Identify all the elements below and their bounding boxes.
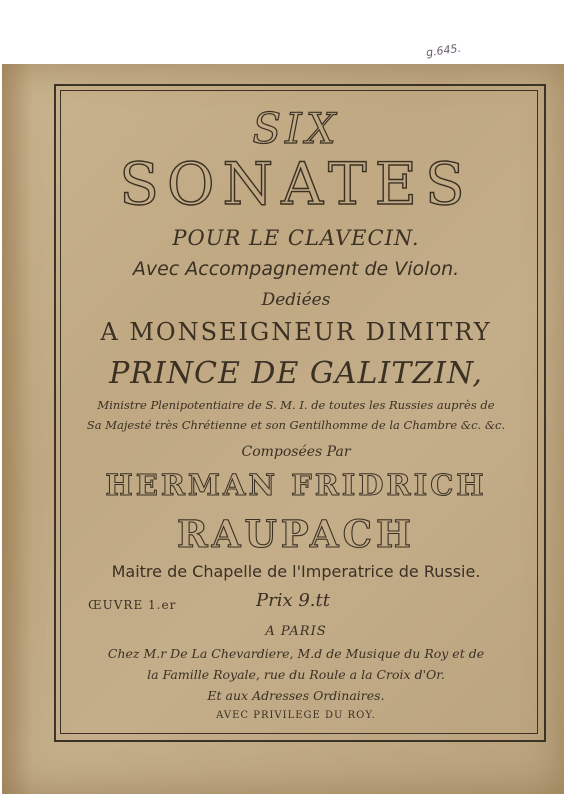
dedication-line: Dediées: [261, 290, 331, 310]
publisher-city: A PARIS: [265, 624, 327, 639]
composer-title: Maitre de Chapelle de l'Imperatrice de Russie.: [111, 562, 481, 581]
title-sonates: SONATES: [119, 150, 473, 218]
opus-number: ŒUVRE 1.er: [88, 598, 177, 612]
office-line-1: Ministre Plenipotentiaire de S. M. I. de toutes les Russies auprès de: [97, 398, 495, 412]
instrument-line: POUR LE CLAVECIN.: [172, 226, 420, 250]
dedicatee-line-1: A MONSEIGNEUR DIMITRY: [100, 318, 492, 346]
publisher-line-2: la Famille Royale, rue du Roule a la Croix d'Or.: [147, 667, 445, 682]
price: Prix 9.tt: [256, 590, 330, 611]
title-six: SIX: [252, 104, 340, 153]
publisher-line-1: Chez M.r De La Chevardiere, M.d de Musique du Roy et de: [107, 646, 485, 661]
office-line-2: Sa Majesté très Chrétienne et son Gentilhomme de la Chambre &c. &c.: [86, 418, 506, 432]
composed-by-line: Composées Par: [241, 444, 351, 460]
royal-privilege: AVEC PRIVILEGE DU ROY.: [216, 710, 376, 721]
page-edge-stain: [2, 64, 32, 794]
composer-surname: RAUPACH: [177, 512, 415, 556]
library-shelfmark: g.645.: [425, 41, 462, 60]
accompaniment-line: Avec Accompagnement de Violon.: [132, 258, 460, 280]
composer-first-names: HERMAN FRIDRICH: [105, 468, 487, 502]
publisher-line-3: Et aux Adresses Ordinaires.: [207, 688, 385, 703]
dedicatee-line-2: PRINCE DE GALITZIN,: [109, 356, 483, 391]
